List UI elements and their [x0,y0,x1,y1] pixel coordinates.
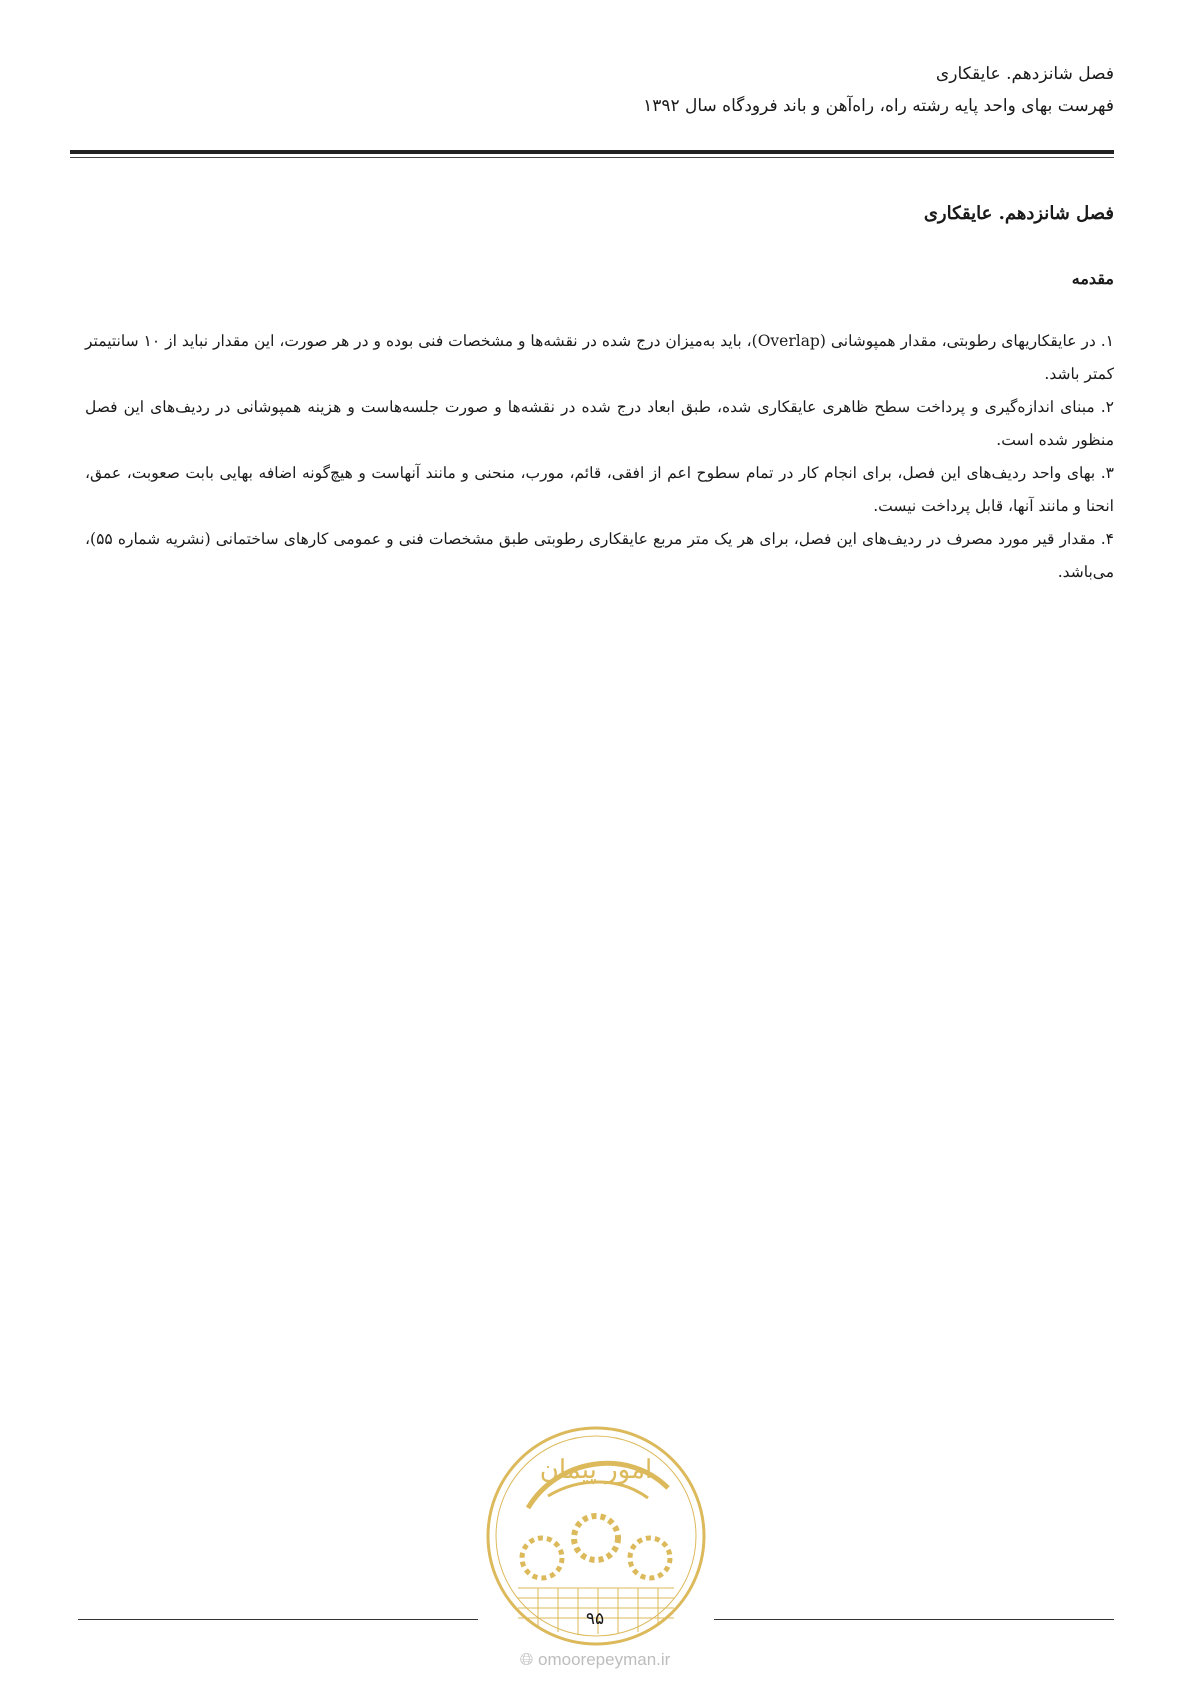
footer-rule-right [714,1619,1114,1620]
page-number: ۹۵ [585,1609,605,1629]
header-divider-thick [70,150,1114,154]
body-text [85,325,1114,589]
seal-lettering: امور پیمان [539,1455,653,1485]
header-divider-thin [70,157,1114,158]
paragraph-2: ۲. مبنای اندازه‌گیری و پرداخت سطح ظاهری عایقکاری شده، طبق ابعاد درج شده در نقشه‌ها و صورت جلسه‌هاست و هزینه همپوشانی در ردیف‌های این فصل منظور شده است. [85,398,1114,449]
section-title: مقدمه [1071,269,1114,288]
watermark-url [495,1650,695,1670]
globe-icon: 🌐︎ [519,1650,534,1669]
header-book-title: فهرست بهای واحد پایه رشته راه، راه‌آهن و باند فرودگاه سال ۱۳۹۲ [643,96,1114,116]
paragraph-3: ۳. بهای واحد ردیف‌های این فصل، برای انجام کار در تمام سطوح اعم از افقی، قائم، مورب، منحنی و مانند آنهاست و هیچ‌گونه اضافه بهایی بابت صعوبت، عمق، انحنا و مانند آنها، قابل پرداخت نیست. [85,464,1114,515]
watermark-url-text: omoorepeyman.ir [538,1650,671,1669]
page-header [76,58,1114,122]
paragraph-1: ۱. در عایقکاریهای رطوبتی، مقدار همپوشانی (Overlap)، باید به‌میزان درج شده در نقشه‌ها و مشخصات فنی بوده و در هر صورت، این مقدار نباید از ۱۰ سانتیمتر کمتر باشد. [85,332,1114,383]
header-chapter: فصل شانزدهم. عایقکاری [935,64,1114,84]
paragraph-4: ۴. مقدار قیر مورد مصرف در ردیف‌های این فصل، برای هر یک متر مربع عایقکاری رطوبتی طبق مشخصات فنی و عمومی کارهای ساختمانی (نشریه شماره ۵۵)، می‌باشد. [85,530,1114,581]
footer-rule-left [78,1619,478,1620]
chapter-title: فصل شانزدهم. عایقکاری [923,203,1114,224]
